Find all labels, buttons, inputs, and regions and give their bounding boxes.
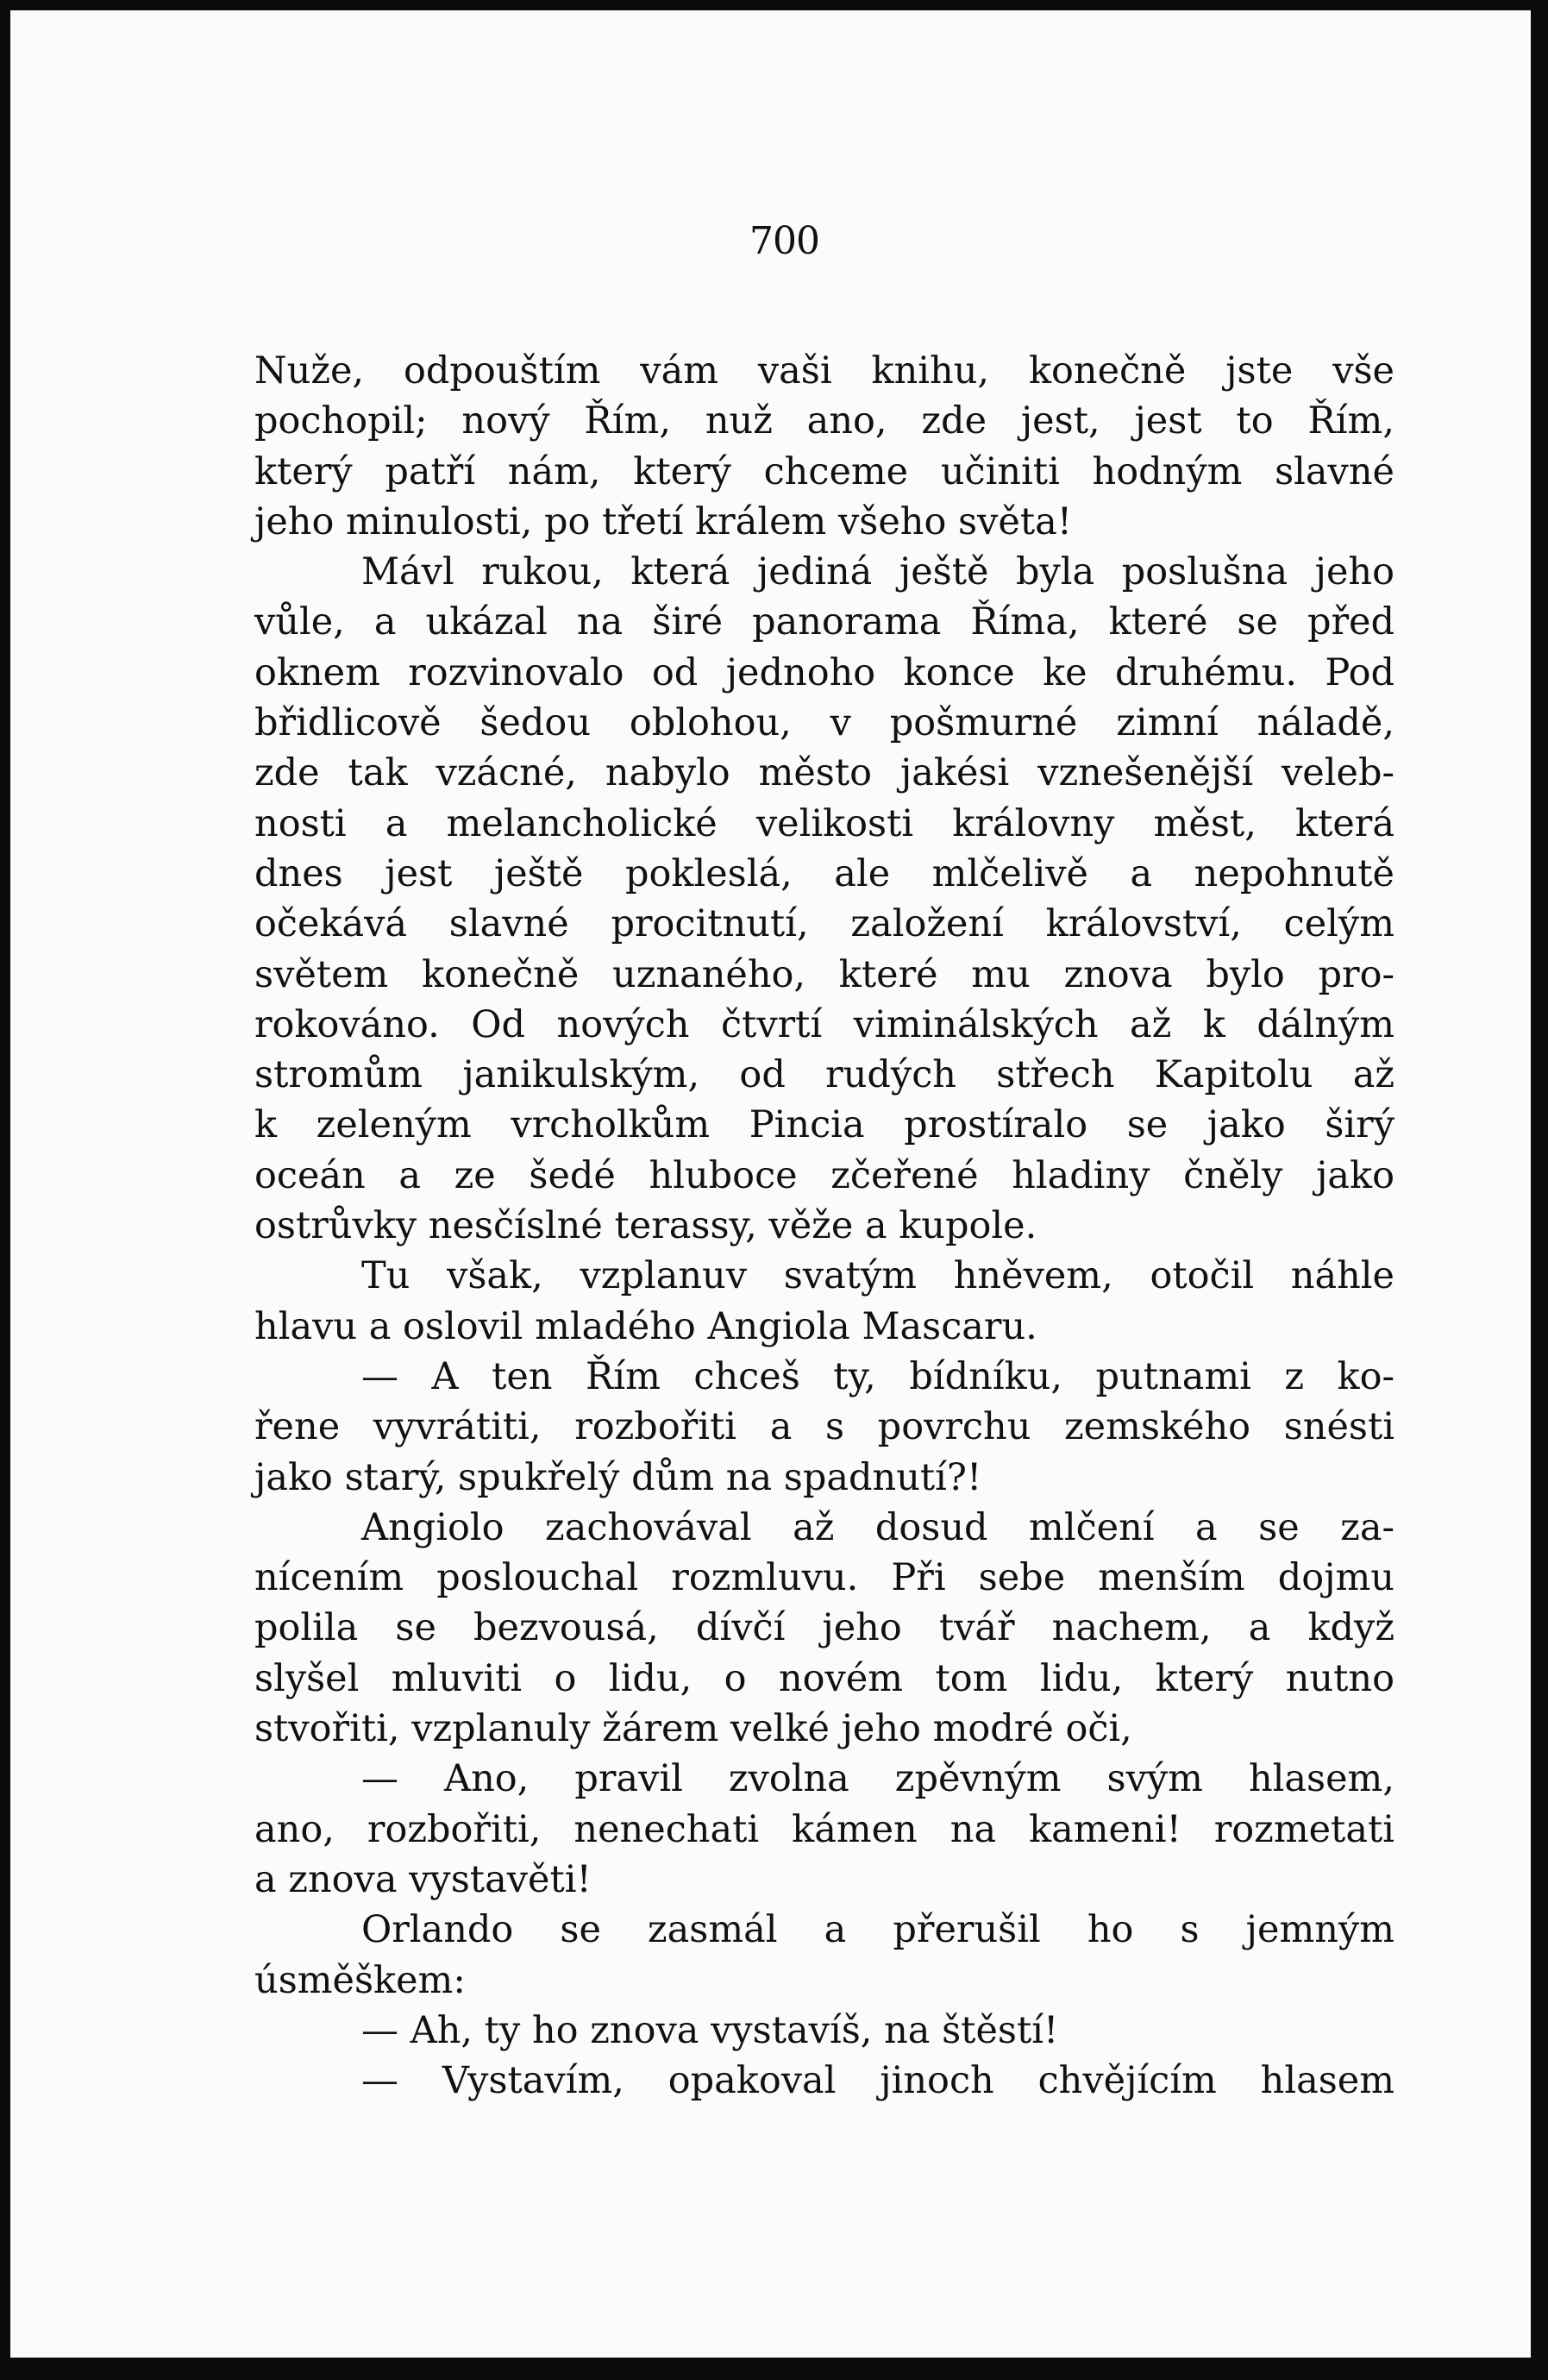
text-line: zde tak vzácné, nabylo město jakési vznešenější veleb- (254, 751, 1394, 795)
text-line: břidlicově šedou oblohou, v pošmurné zimní náladě, (254, 701, 1394, 745)
text-line: Angiolo zachovával až dosud mlčení a se za- (361, 1505, 1394, 1549)
text-line: úsměškem: (254, 1958, 466, 2002)
text-line: k zeleným vrcholkům Pincia prostíralo se jako širý (254, 1103, 1394, 1147)
text-line: Mávl rukou, která jediná ještě byla poslušna jeho (361, 550, 1394, 594)
text-line: slyšel mluviti o lidu, o novém tom lidu, který nutno (254, 1656, 1394, 1700)
text-line: a znova vystavěti! (254, 1857, 592, 1901)
text-line: polila se bezvousá, dívčí jeho tvář nachem, a když (254, 1606, 1394, 1650)
text-line: stromům janikulským, od rudých střech Kapitolu až (254, 1053, 1394, 1097)
text-line: jeho minulosti, po třetí králem všeho světa! (254, 499, 1073, 543)
text-line: stvořiti, vzplanuly žárem velké jeho modré oči, (254, 1707, 1132, 1751)
text-line: hlavu a oslovil mladého Angiola Mascaru. (254, 1304, 1037, 1348)
text-line: ostrůvky nesčíslné terassy, věže a kupole. (254, 1204, 1037, 1248)
text-line: — Ano, pravil zvolna zpěvným svým hlasem, (361, 1757, 1394, 1801)
text-line: světem konečně uznaného, které mu znova bylo pro- (254, 952, 1394, 996)
text-line: dnes jest ještě pokleslá, ale mlčelivě a nepohnutě (254, 851, 1394, 895)
text-line: ano, rozbořiti, nenechati kámen na kameni! rozmetati (254, 1807, 1394, 1851)
body-text (254, 346, 1394, 2106)
text-line: očekává slavné procitnutí, založení království, celým (254, 902, 1394, 946)
text-line: Tu však, vzplanuv svatým hněvem, otočil náhle (361, 1254, 1394, 1298)
text-line: pochopil; nový Řím, nuž ano, zde jest, jest to Řím, (254, 399, 1394, 443)
text-line: — Ah, ty ho znova vystavíš, na štěstí! (361, 2008, 1059, 2052)
text-line: vůle, a ukázal na širé panorama Říma, které se před (254, 600, 1394, 644)
text-line: — A ten Řím chceš ty, bídníku, putnami z ko- (361, 1354, 1394, 1398)
page-number: 700 (749, 219, 819, 263)
text-line: který patří nám, který chceme učiniti hodným slavné (254, 449, 1394, 493)
text-line: Orlando se zasmál a přerušil ho s jemným (361, 1908, 1394, 1952)
text-line: jako starý, spukřelý dům na spadnutí?! (254, 1455, 982, 1499)
text-line: nícením poslouchal rozmluvu. Při sebe menším dojmu (254, 1556, 1394, 1600)
text-line: — Vystavím, opakoval jinoch chvějícím hlasem (361, 2059, 1394, 2103)
text-line: oknem rozvinovalo od jednoho konce ke druhému. Pod (254, 650, 1394, 694)
text-line: Nuže, odpouštím vám vaši knihu, konečně jste vše (254, 349, 1394, 392)
text-line: nosti a melancholické velikosti královny měst, která (254, 801, 1394, 845)
text-line: rokováno. Od nových čtvrtí viminálských až k dálným (254, 1002, 1394, 1046)
text-line: oceán a ze šedé hluboce zčeřené hladiny čněly jako (254, 1153, 1394, 1197)
text-line: řene vyvrátiti, rozbořiti a s povrchu zemského snésti (254, 1405, 1394, 1449)
